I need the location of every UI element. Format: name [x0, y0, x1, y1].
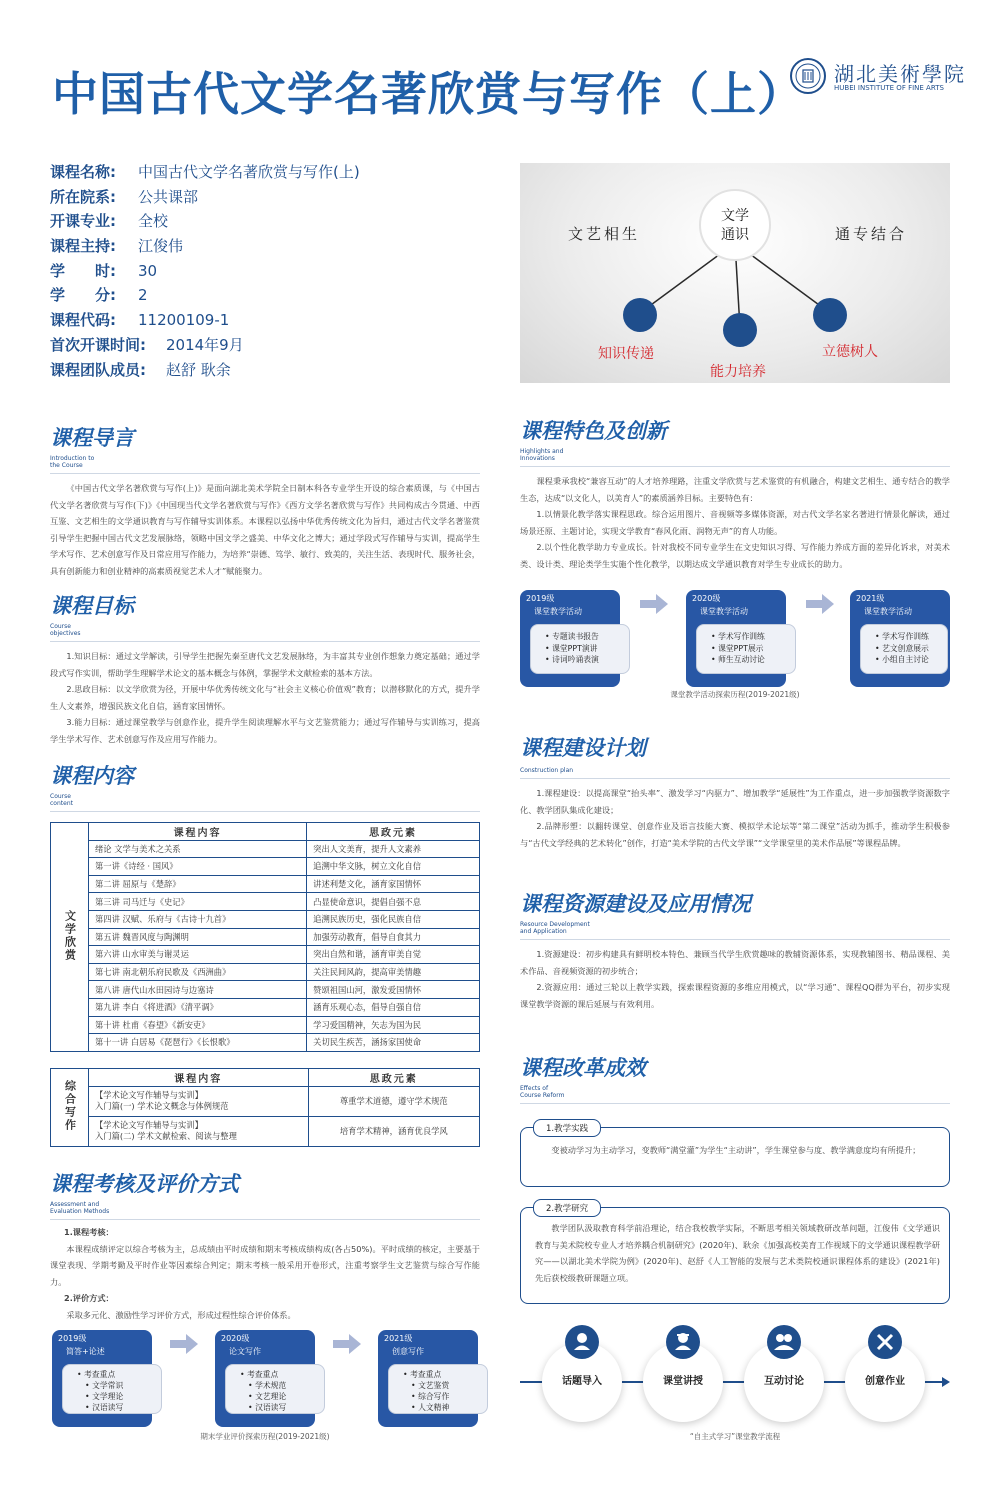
info-key: 课程团队成员: [50, 360, 146, 379]
concept-diagram [520, 163, 950, 383]
section-resources [520, 888, 950, 1012]
assess-paragraph: 采取多元化、激励性学习评价方式，形成过程性综合评价体系。 [66, 1309, 296, 1320]
info-row [50, 259, 470, 284]
divider [520, 466, 950, 467]
info-row [50, 160, 470, 185]
table-cell: 学习爱国精神，矢志为国为民 [307, 1016, 480, 1034]
section-subtitle: Innovations [520, 455, 555, 462]
card-item: • 综合写作 [403, 1391, 487, 1402]
section-subtitle: Effects of [520, 1085, 549, 1092]
feature-item: 2.以个性化教学助力专业成长。针对我校不同专业学生在文史知识习得、写作能力养成方面的差异化诉求，对美术类、设计类、理论类学生实施个性化教学，以期达成文学通识教育对学生专业成长的助力。 [520, 542, 950, 569]
divider [520, 778, 950, 779]
table-cell: 绪论 文学与美术之关系 [89, 840, 307, 858]
plan-item: 2.品牌形塑：以翻转课堂、创意作业及语言技能大赛、模拟学术论坛等“第二课堂”活动为抓手，推动学生积极参与“古代文学经典的艺术转化”创作，打造“美术学院的古代文学课”“文学课堂里的美术作品展”等课程品牌。 [520, 821, 950, 848]
card-year: 2021级 [384, 1334, 413, 1343]
content-table-writing [50, 1068, 480, 1147]
table-row [51, 963, 480, 981]
info-value: 2 [138, 286, 148, 305]
table-cell: 突出自然和谐，涵育审美自觉 [307, 946, 480, 964]
table-cell: 关切民生疾苦，涵扬家国使命 [307, 1034, 480, 1052]
table-cell: 第十一讲 白居易《琵琶行》《长恨歌》 [89, 1034, 307, 1052]
card-list [225, 1364, 325, 1414]
info-key: 学 时: [50, 261, 116, 280]
resource-item: 2.资源应用：通过三轮以上教学实践，探索课程资源的多维应用模式，以“学习通”、课程QQ群为平台，初步实现课堂教学资源的课后延展与有效利用。 [520, 982, 950, 1009]
section-title: 课程目标 [50, 594, 134, 618]
card-list [388, 1364, 488, 1414]
card-caption: 课堂教学活动 [700, 607, 748, 616]
card-item: • 学术写作训练 [711, 631, 795, 643]
card-list [62, 1364, 162, 1414]
assess-label: 2.评价方式： [64, 1293, 114, 1304]
card-item: • 学术规范 [240, 1380, 324, 1391]
card-item: • 文学常识 [77, 1380, 161, 1391]
section-subtitle: content [50, 800, 73, 807]
flow-card-2020 [215, 1330, 315, 1427]
table-cell: 第八讲 唐代山水田园诗与边塞诗 [89, 981, 307, 999]
table-row [51, 1034, 480, 1052]
card-caption: 创意写作 [392, 1347, 424, 1356]
discussion-icon [767, 1325, 801, 1359]
table-cell: 赞颂祖国山河，激发爱国情怀 [307, 981, 480, 999]
table-cell: 第七讲 南北朝乐府民歌及《西洲曲》 [89, 963, 307, 981]
logo-english: HUBEI INSTITUTE OF FINE ARTS [834, 84, 944, 92]
section-subtitle: and Application [520, 928, 567, 935]
table-row [51, 858, 480, 876]
section-subtitle: Assessment and [50, 1201, 100, 1208]
learning-process-flow [520, 1325, 950, 1425]
info-row [50, 308, 470, 333]
divider [520, 939, 950, 940]
section-subtitle: Introduction to [50, 455, 95, 462]
divider [50, 811, 480, 812]
info-value: 赵舒 耿余 [166, 360, 231, 379]
section-subtitle: Course Reform [520, 1092, 565, 1099]
info-key: 课程名称: [50, 163, 116, 181]
process-step: 话题导入 [542, 1342, 622, 1422]
table-header-row [51, 823, 480, 841]
table-cell: 加强劳动教育，倡导自食其力 [307, 928, 480, 946]
card-item: • 汉语读写 [240, 1402, 324, 1413]
flow-card-2019 [52, 1330, 152, 1427]
diagram-node-ability: 能力培养 [710, 364, 766, 380]
card-item: • 专题读书报告 [545, 631, 629, 643]
process-step: 互动讨论 [744, 1342, 824, 1422]
arrow-right-icon [806, 594, 834, 614]
card-item: • 师生互动讨论 [711, 654, 795, 666]
table-cell: 第一讲《诗经 · 国风》 [89, 858, 307, 876]
table-cell: 追溯中华文脉，树立文化自信 [307, 858, 480, 876]
reform-practice-box [520, 1124, 950, 1187]
table-cell: 尊重学术道德，遵守学术规范 [308, 1086, 479, 1116]
section-reform [520, 1052, 950, 1104]
box-tag: 1.教学实践 [533, 1119, 601, 1137]
table-cell: 讲述利楚文化，涵育家国情怀 [307, 875, 480, 893]
info-row [50, 209, 470, 234]
column-header: 思政元素 [308, 1069, 479, 1087]
section-subtitle: Evaluation Methods [50, 1208, 110, 1215]
card-item: • 文艺鉴赏 [403, 1380, 487, 1391]
flow-card-2019 [520, 590, 620, 687]
section-content [50, 760, 480, 812]
card-caption: 课堂教学活动 [864, 607, 912, 616]
table-cell: 突出人文美育，提升人文素养 [307, 840, 480, 858]
section-subtitle: Resource Development [520, 921, 590, 928]
column-header: 课程内容 [89, 1069, 309, 1087]
info-value: 2014年9月 [166, 335, 244, 354]
process-step: 课堂讲授 [643, 1342, 723, 1422]
card-item: • 汉语读写 [77, 1402, 161, 1413]
arrow-right-icon [170, 1334, 198, 1354]
card-item: • 人文精神 [403, 1402, 487, 1413]
goal-ideology: 2.思政目标：以文学欣赏为径，开展中华优秀传统文化与“社会主义核心价值观”教育；以潜移默化的方式，提升学生人文素养，增强民族文化自信，涵育家国情怀。 [50, 684, 480, 711]
table-cell: 追溯民族历史，强化民族自信 [307, 910, 480, 928]
section-title: 课程特色及创新 [520, 419, 667, 443]
section-subtitle: Course [50, 793, 71, 800]
card-list [696, 624, 796, 674]
diagram-node-morality: 立德树人 [822, 344, 878, 360]
table-row [51, 1086, 480, 1116]
group-label-text: 综合写作 [63, 1080, 77, 1133]
plan-item: 1.课程建设：以提高课堂“抬头率”、激发学习“内驱力”、增加教学“延展性”为工作重点，进一步加强教学资源数字化、教学团队集成化建设； [520, 788, 950, 815]
card-list [860, 624, 948, 674]
card-caption: 论文写作 [229, 1347, 261, 1356]
intro-paragraph: 《中国古代文学名著欣赏与写作(上)》是面向湖北美术学院全日制本科各专业学生开设的综合素质课，与《中国古代文学名著欣赏与写作(下)》《中国现当代文学名著欣赏与写作》《西方文学名著欣赏与写作》共同构成古今贯通、中西互鉴、文艺相生的文学通识教育与写作辅导实训体系。本课程以弘扬中华优秀传统文化为旨归，通过古代文学名著鉴赏引导学生把握中国古代文艺发展脉络，领略中国文学之盛美、中华文化之博大；通过学段式写作辅导与实训，提高学生学术写作、艺术创意写作及日常应用写作能力，为培养“崇德、笃学、敏行、致美的，关注生活、表现时代、服务社会，具有创新能力和创业精神的高素质视觉艺术人才”赋能聚力。 [50, 483, 480, 576]
table-cell: 第六讲 山水审美与谢灵运 [89, 946, 307, 964]
card-item: • 学术写作训练 [875, 631, 947, 643]
arrow-right-icon [333, 1334, 361, 1354]
info-key: 课程代码: [50, 311, 116, 330]
arrow-right-icon [640, 594, 668, 614]
cell-line: 【学术论文写作辅导与实训】 [95, 1090, 203, 1101]
assessment-flow [50, 1328, 480, 1428]
learning-process-caption: “自主式学习”课堂教学流程 [689, 1432, 781, 1441]
section-subtitle: objectives [50, 630, 81, 637]
school-logo [790, 58, 966, 98]
goal-knowledge: 1.知识目标：通过文学解读，引导学生把握先秦至唐代文艺发展脉络，为丰富其专业创作想象力奠定基础；通过学段式写作实训，帮助学生理解学术论文的基本概念与体例，掌握学术文献检索的基本方法。 [50, 651, 480, 678]
table-cell [89, 1086, 309, 1116]
card-item: • 课堂PPT展示 [711, 643, 795, 655]
card-item: • 考查重点 [77, 1369, 161, 1380]
info-row [50, 358, 470, 383]
card-item: • 考查重点 [403, 1369, 487, 1380]
resource-item: 1.资源建设：初步构建具有鲜明校本特色、兼顾当代学生欣赏趣味的教辅资源体系，实现教辅图书、精品课程、美术作品、音视频资源的初步统合； [520, 949, 950, 976]
info-key: 开课专业: [50, 212, 116, 231]
table-row [51, 928, 480, 946]
activity-flow-caption: 课堂教学活动探索历程(2019-2021级) [670, 690, 800, 699]
flow-card-2021 [850, 590, 950, 687]
reform-research-text: 教学团队汲取教育科学前沿理论，结合我校教学实际，不断思考相关领域教研改革问题，江俊伟《文学通识教育与美术院校专业人才培养耦合机制研究》(2020年)、耿余《加强高校美育工作视域下的文学通识课程教学研究——以湖北美术学院为例》(2020年)、赵舒《人工智能的发展与艺术类院校通识课程体系的建设》(2021年)先后获校级教研课题立项。 [535, 1223, 940, 1283]
logo-chinese: 湖北美術學院 [834, 62, 966, 86]
assessment-flow-caption: 期末学业评价探索历程(2019-2021级) [200, 1432, 330, 1441]
card-caption: 课堂教学活动 [534, 607, 582, 616]
divider [520, 1103, 950, 1104]
card-item: • 文学理论 [77, 1391, 161, 1402]
goal-ability: 3.能力目标：通过课堂教学与创意作业，提升学生阅读理解水平与文艺鉴赏能力；通过写作辅导与实训练习，提高学生学术写作、艺术创意写作及应用写作能力。 [50, 717, 480, 744]
card-year: 2020级 [221, 1334, 250, 1343]
card-caption: 简答+论述 [66, 1347, 105, 1356]
school-emblem-icon [790, 58, 826, 94]
flow-card-2021 [378, 1330, 478, 1427]
info-key: 所在院系: [50, 187, 116, 206]
section-intro [50, 422, 480, 580]
table-cell: 培育学术精神，涵育优良学风 [308, 1116, 479, 1146]
section-plan [520, 732, 950, 851]
table-row [51, 910, 480, 928]
table-row [51, 981, 480, 999]
table-cell: 第三讲 司马迁与《史记》 [89, 893, 307, 911]
table-row [51, 875, 480, 893]
card-year: 2021级 [856, 594, 885, 603]
box-tag: 2.教学研究 [533, 1199, 601, 1217]
feature-intro: 课程秉承我校“兼容互动”的人才培养理路，注重文学欣赏与艺术鉴赏的有机融合，构建文艺相生、通专结合的教学生态，达成“以文化人，以美育人”的素质涵养目标。主要特色有： [520, 476, 950, 503]
card-year: 2020级 [692, 594, 721, 603]
process-step: 创意作业 [845, 1342, 925, 1422]
course-info [50, 160, 470, 382]
card-item: • 文艺理论 [240, 1391, 324, 1402]
table-cell: 第十讲 杜甫《春望》《新安吏》 [89, 1016, 307, 1034]
info-value: 全校 [138, 212, 169, 231]
table-row [51, 998, 480, 1016]
table-cell: 涵育乐观心态，倡导自强自信 [307, 998, 480, 1016]
info-row [50, 283, 470, 308]
table-header-row [51, 1069, 480, 1087]
diagram-left-label: 文艺相生 [568, 225, 641, 243]
section-features [520, 415, 950, 573]
section-title: 课程建设计划 [520, 736, 646, 760]
card-item: • 艺文创意展示 [875, 643, 947, 655]
card-item: • 课堂PPT演讲 [545, 643, 629, 655]
card-year: 2019级 [526, 594, 555, 603]
reform-practice-text: 变被动学习为主动学习，变教师“满堂灌”为学生“主动讲”，学生课堂参与度、教学满意度均有所提升； [551, 1145, 921, 1155]
page-title: 中国古代文学名著欣赏与写作（上） [52, 67, 804, 121]
card-item: • 考查重点 [240, 1369, 324, 1380]
card-list [530, 624, 630, 674]
table-cell [89, 1116, 309, 1146]
section-goals [50, 590, 480, 748]
section-title: 课程改革成效 [520, 1056, 646, 1080]
info-value: 中国古代文学名著欣赏与写作(上) [138, 163, 360, 181]
divider [50, 473, 480, 474]
cell-line: 【学术论文写作辅导与实训】 [95, 1120, 203, 1131]
feature-item: 1.以情景化教学落实课程思政。综合运用图片、音视频等多媒体资源，对古代文学名家名著进行情景化解读，通过场景还原、主题讨论，实现文学教育“春风化雨、润物无声”的育人功能。 [520, 509, 950, 536]
group-label-text: 文学欣赏 [63, 909, 77, 962]
section-subtitle: Highlights and [520, 448, 564, 455]
info-value: 江俊伟 [138, 237, 184, 256]
info-row [50, 185, 470, 210]
table-cell: 第二讲 屈原与《楚辞》 [89, 875, 307, 893]
section-title: 课程内容 [50, 764, 134, 788]
table-row [51, 1116, 480, 1146]
info-value: 30 [138, 261, 158, 280]
table-cell: 第九讲 李白《将进酒》《清平调》 [89, 998, 307, 1016]
cell-line: 入门篇(一) 学术论文概念与体例规范 [95, 1101, 229, 1112]
row-group-label [51, 823, 89, 1052]
section-subtitle: Course [50, 623, 71, 630]
table-cell: 凸显使命意识，提倡自强不息 [307, 893, 480, 911]
section-title: 课程资源建设及应用情况 [520, 892, 751, 916]
presenter-icon [565, 1325, 599, 1359]
table-cell: 第五讲 魏晋风度与陶渊明 [89, 928, 307, 946]
divider [50, 1219, 480, 1220]
card-item: • 诗词吟诵表演 [545, 654, 629, 666]
activity-flow [520, 588, 950, 688]
flow-card-2020 [686, 590, 786, 687]
content-table-literature [50, 822, 480, 1052]
info-value: 11200109-1 [138, 311, 230, 330]
table-cell: 关注民间风韵，提高审美情趣 [307, 963, 480, 981]
reform-research-box [520, 1204, 950, 1304]
section-subtitle: the Course [50, 462, 83, 469]
info-value: 公共课部 [138, 187, 199, 206]
table-row [51, 946, 480, 964]
teacher-icon [666, 1325, 700, 1359]
info-key: 首次开课时间: [50, 335, 146, 354]
diagram-center-label: 文学 通识 [721, 208, 749, 243]
diagram-right-label: 通专结合 [835, 225, 908, 243]
table-cell: 第四讲 汉赋、乐府与《古诗十九首》 [89, 910, 307, 928]
column-header: 思政元素 [307, 823, 480, 841]
assess-label: 1.课程考核： [64, 1227, 114, 1237]
section-assessment [50, 1168, 480, 1324]
cell-line: 入门篇(二) 学术文献检索、阅读与整理 [95, 1131, 237, 1142]
assess-paragraph: 本课程成绩评定以综合考核为主，总成绩由平时成绩和期末考核成绩构成(各占50%)。平时成绩的核定，主要基于课堂表现、学期考勤及平时作业等因素综合判定；期末考核一般采用开卷形式，注重考察学生文艺鉴赏与综合写作能力。 [50, 1243, 480, 1287]
section-subtitle: Construction plan [520, 767, 574, 774]
info-key: 学 分: [50, 286, 116, 305]
row-group-label [51, 1069, 89, 1147]
table-row [51, 1016, 480, 1034]
info-key: 课程主持: [50, 237, 116, 256]
table-row [51, 893, 480, 911]
info-row [50, 333, 470, 358]
section-title: 课程导言 [50, 426, 134, 450]
divider [50, 641, 480, 642]
info-row [50, 234, 470, 259]
tools-icon [868, 1325, 902, 1359]
card-item: • 小组自主讨论 [875, 654, 947, 666]
diagram-node-knowledge: 知识传递 [598, 346, 654, 362]
table-row [51, 840, 480, 858]
card-year: 2019级 [58, 1334, 87, 1343]
section-title: 课程考核及评价方式 [50, 1172, 239, 1196]
column-header: 课程内容 [89, 823, 307, 841]
